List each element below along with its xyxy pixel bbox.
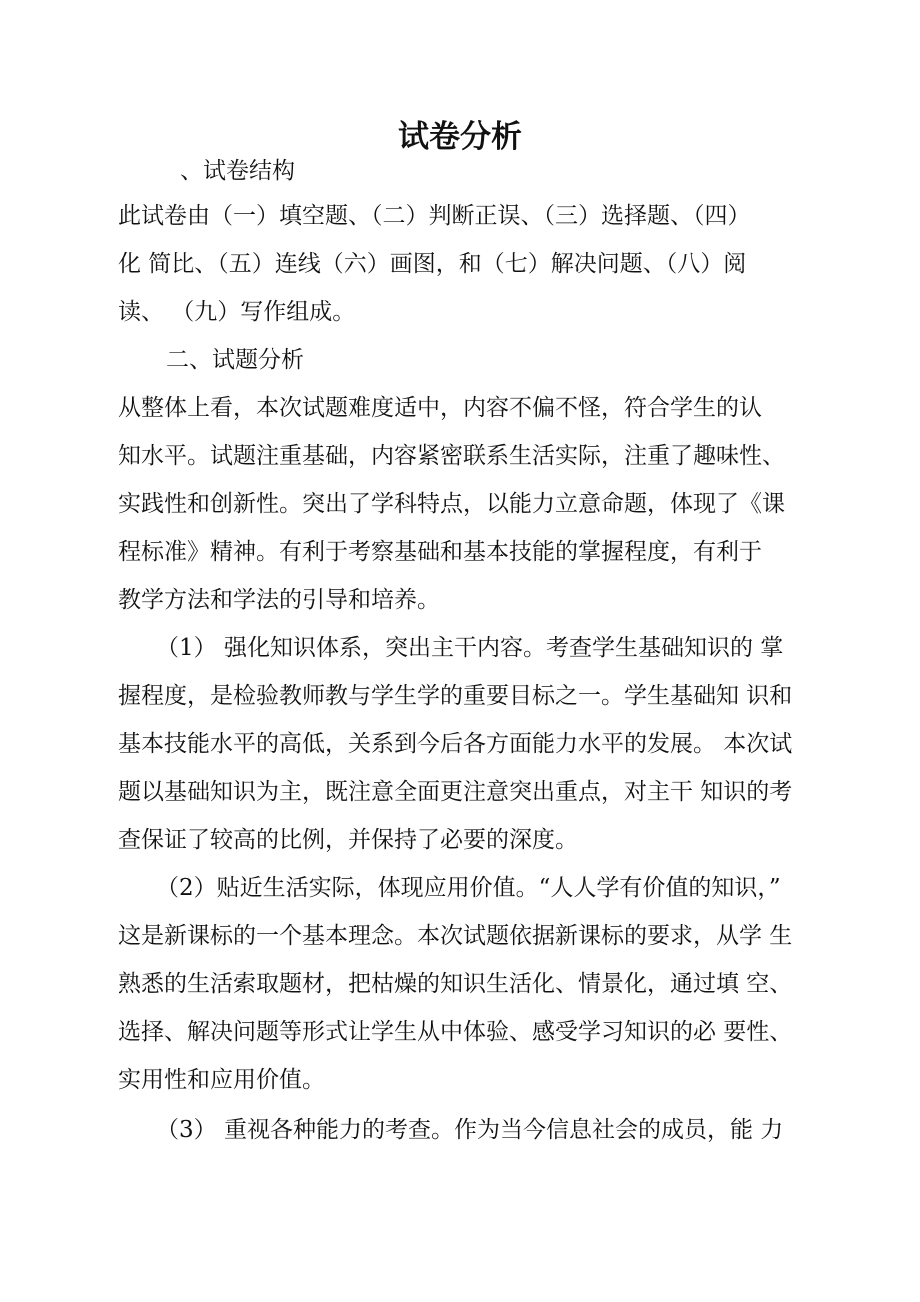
text-line: 握程度，是检验教师教与学生学的重要目标之一。学生基础知 识和 [118,683,793,709]
section-heading-analysis: 二、试题分析 [166,347,304,373]
text-line: 实用性和应用价值。 [118,1067,325,1093]
text-line: 基本技能水平的高低，关系到今后各方面能力水平的发展。 本次试 [118,731,793,757]
text-line: 选择、解决问题等形式让学生从中体验、感受学习知识的必 要性、 [118,1019,793,1045]
text-line: 熟悉的生活索取题材，把枯燥的知识生活化、情景化，通过填 空、 [118,971,793,997]
point-1-line: （1） 强化知识体系，突出主干内容。考查学生基础知识的 掌 [156,635,784,661]
document-title: 试卷分析 [398,118,522,155]
text-line: 实践性和创新性。突出了学科特点，以能力立意命题，体现了《课 [118,491,785,517]
text-line: 教学方法和学法的引导和培养。 [118,587,440,613]
text-line: 这是新课标的一个基本理念。本次试题依据新课标的要求，从学 生 [118,923,793,949]
point-2-line: （2）贴近生活实际，体现应用价值。“人人学有价值的知识，” [156,875,781,901]
text-line: 读、 （九）写作组成。 [118,299,356,325]
text-line: 题以基础知识为主，既注意全面更注意突出重点，对主干 知识的考 [118,779,793,805]
text-line: 此试卷由（一）填空题、（二）判断正误、（三）选择题、（四） [118,203,751,229]
point-3-line: （3） 重视各种能力的考查。作为当今信息社会的成员，能 力 [156,1117,784,1143]
text-line: 查保证了较高的比例，并保持了必要的深度。 [118,827,578,853]
text-line: 化 简比、（五）连线（六）画图，和（七）解决问题、（八）阅 [118,251,747,277]
text-line: 知水平。试题注重基础，内容紧密联系生活实际，注重了趣味性、 [118,443,785,469]
text-line: 程标准》精神。有利于考察基础和基本技能的掌握程度，有利于 [118,539,762,565]
section-heading-structure: 、试卷结构 [180,158,295,184]
text-line: 从整体上看，本次试题难度适中，内容不偏不怪，符合学生的认 [118,395,762,421]
